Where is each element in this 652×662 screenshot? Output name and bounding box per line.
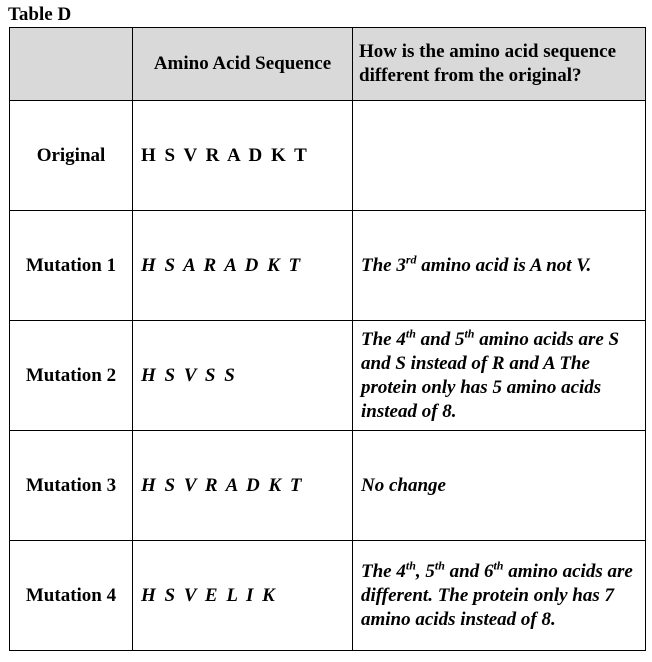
row-label: Original (10, 101, 133, 211)
table-row (10, 101, 646, 211)
ordinal-suffix: th (434, 558, 445, 573)
row-sequence: H S V E L I K (133, 541, 353, 651)
header-difference: How is the amino acid sequence different from the original? (353, 28, 646, 101)
table-row (10, 541, 646, 651)
ordinal-suffix: rd (405, 252, 417, 267)
row-sequence: H S V R A D K T (133, 431, 353, 541)
table-body (10, 101, 646, 651)
amino-acid-table (9, 27, 646, 651)
row-label: Mutation 1 (10, 211, 133, 321)
table-row (10, 211, 646, 321)
row-difference: The 3rd amino acid is A not V. (353, 211, 646, 321)
table-row (10, 431, 646, 541)
header-sequence: Amino Acid Sequence (133, 28, 353, 101)
row-difference: The 4th and 5th amino acids are S and S instead of R and A The protein only has 5 amino acids instead of 8. (353, 321, 646, 431)
ordinal-suffix: th (405, 558, 416, 573)
ordinal-suffix: th (493, 558, 504, 573)
ordinal-suffix: th (405, 326, 416, 341)
row-sequence: H S V S S (133, 321, 353, 431)
table-caption: Table D (8, 4, 72, 25)
row-difference (353, 101, 646, 211)
header-empty-cell (10, 28, 133, 101)
row-difference: No change (353, 431, 646, 541)
header-row (10, 28, 646, 101)
table-row (10, 321, 646, 431)
row-label: Mutation 4 (10, 541, 133, 651)
row-sequence: H S A R A D K T (133, 211, 353, 321)
ordinal-suffix: th (464, 326, 475, 341)
row-difference: The 4th, 5th and 6th amino acids are different. The protein only has 7 amino acids instead of 8. (353, 541, 646, 651)
row-sequence: H S V R A D K T (133, 101, 353, 211)
row-label: Mutation 2 (10, 321, 133, 431)
row-label: Mutation 3 (10, 431, 133, 541)
